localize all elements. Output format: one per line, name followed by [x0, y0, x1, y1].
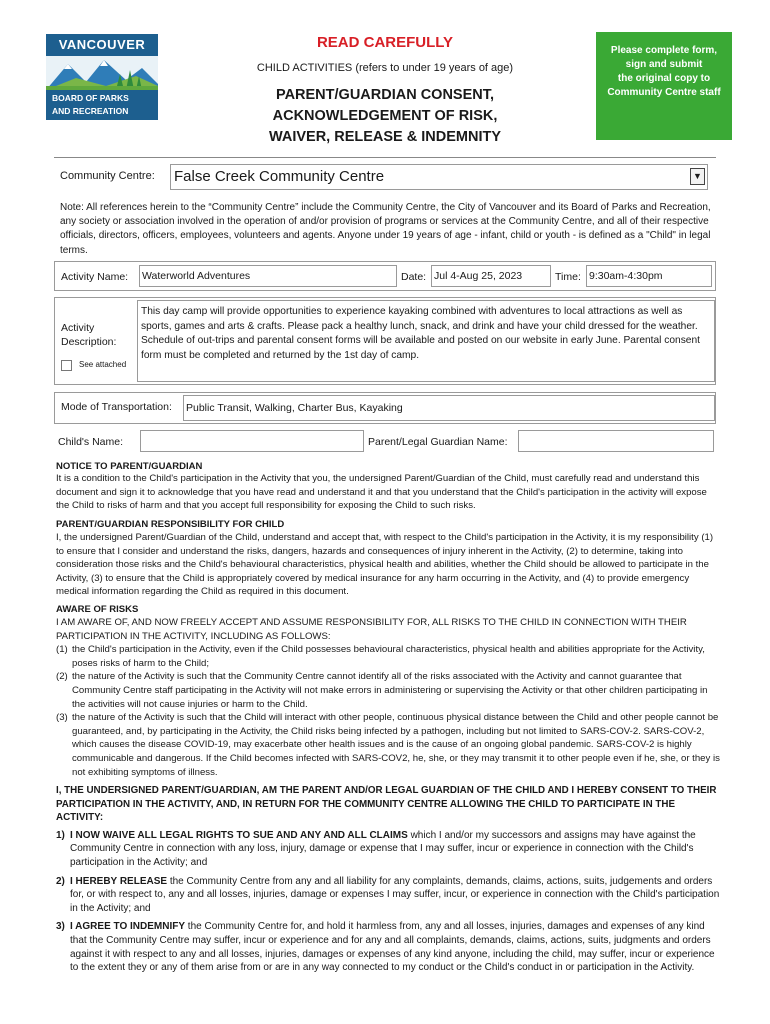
consent-section	[56, 784, 720, 975]
transportation-row	[54, 392, 716, 424]
activity-info-row	[54, 261, 716, 291]
consent-item-text: the Community Centre from any and all liability for any complaints, demands, claims, actions, suits, judgements and orders for, or with respect to, any and all losses, injuries, damage or expenses I may suffer, incur, or experience in connection with the Child's participation in the Activity; and	[70, 875, 720, 914]
child-name-field[interactable]	[140, 430, 364, 452]
activity-name-field[interactable]: Waterworld Adventures	[139, 265, 397, 287]
activity-description-row	[54, 297, 716, 385]
activity-description-field[interactable]: This day camp will provide opportunities to experience kayaking combined with adventures to local attractions as well as sports, games and arts & crafts. Please pack a healthy lunch, snack, and drink and have your child dressed for the weather. Schedule of out-trips and parental consent forms will be available and posted on our website in early June. Parental consent form must be completed and returned by the 1st day of camp.	[137, 300, 715, 382]
risk-item	[56, 643, 720, 670]
consent-item	[56, 920, 720, 974]
community-centre-label: Community Centre:	[60, 170, 155, 182]
logo-top-text: VANCOUVER	[46, 34, 158, 56]
consent-item-number: 2)	[56, 875, 65, 887]
date-label: Date:	[401, 271, 427, 283]
logo-bottom-text	[46, 90, 158, 120]
consent-item-bold: I NOW WAIVE ALL LEGAL RIGHTS TO SUE AND ANY AND ALL CLAIMS	[70, 829, 408, 841]
logo-bottom-line1: BOARD OF PARKS	[52, 93, 129, 103]
notice-section	[56, 461, 720, 513]
consent-item-number: 1)	[56, 829, 65, 841]
guardian-name-label: Parent/Legal Guardian Name:	[368, 436, 508, 448]
community-centre-value: False Creek Community Centre	[174, 168, 385, 185]
see-attached-checkbox[interactable]	[61, 360, 72, 371]
responsibility-text: I, the undersigned Parent/Guardian of the Child, understand and accept that, with respect to the Child's participation in the Activity, it is my responsibility (1) to ensure that I consider and understand the risks, dangers, hazards and consequences of injury inherent in the Activity, (2) to determine, taking into consideration those risks and the Child's behavioural characteristics, physical health and abilities, whether the Child should be allowed to participate in the Activity, (3) to ensure that the Child is appropriately covered by medical insurance for any harm occurring in the Activity, and (4) to provide emergency medical information regarding the Child as required in this document.	[56, 532, 714, 598]
mountains-icon	[46, 56, 158, 90]
risks-intro: I AM AWARE OF, AND NOW FREELY ACCEPT AND ASSUME RESPONSIBILITY FOR, ALL RISKS TO THE CHILD IN CONNECTION WITH THEIR PARTICIPATION IN THE ACTIVITY, INCLUDING AS FOLLOWS:	[56, 617, 687, 642]
date-field[interactable]: Jul 4-Aug 25, 2023	[431, 265, 551, 287]
title-line-3: WAIVER, RELEASE & INDEMNITY	[268, 129, 502, 145]
consent-item-bold: I HEREBY RELEASE	[70, 875, 168, 887]
responsibility-section	[56, 519, 720, 599]
guardian-name-field[interactable]	[518, 430, 714, 452]
risks-heading: AWARE OF RISKS	[56, 604, 139, 615]
responsibility-heading: PARENT/GUARDIAN RESPONSIBILITY FOR CHILD	[56, 519, 285, 530]
consent-item-bold: I AGREE TO INDEMNIFY	[70, 921, 186, 933]
notice-text: It is a condition to the Child's participation in the Activity that you, the undersigned Parent/Guardian of the Child, must carefully read and understand this document and sign it to acknowledge that you have read and understand it and that you understand that the Child's participation in the activity will expose the Child to risks of harm and that you accept full responsibility for exposing the Child to such risks.	[56, 473, 707, 512]
see-attached-label: See attached	[79, 360, 127, 369]
risk-item-number: (2)	[56, 671, 68, 683]
read-carefully-heading: READ CAREFULLY	[316, 34, 454, 51]
dropdown-arrow-icon[interactable]: ▼	[690, 168, 705, 185]
activity-name-label: Activity Name:	[61, 271, 129, 283]
title-line-2: ACKNOWLEDGEMENT OF RISK,	[272, 108, 498, 124]
note-paragraph: Note: All references herein to the “Community Centre” include the Community Centre, the City of Vancouver and its Board of Parks and Recreation, any society or association involved in the operation of and/or provision of programs or services at the Community Centre, and all of their respective officials, directors, officers, employees, volunteers and agents. Anyone under 19 years of age - infant, child or youth - is defined as a "Child" in legal terms.	[60, 202, 711, 256]
title-line-1: PARENT/GUARDIAN CONSENT,	[275, 87, 495, 103]
activity-description-label-1: Activity	[61, 322, 95, 334]
submission-instructions-box	[596, 32, 732, 140]
vancouver-parks-logo	[46, 34, 158, 120]
risk-item	[56, 711, 720, 779]
community-centre-select[interactable]	[170, 164, 708, 190]
green-box-line-4: Community Centre staff	[607, 87, 721, 98]
green-box-line-1: Please complete form,	[610, 45, 718, 56]
green-box-line-3: the original copy to	[617, 73, 711, 84]
logo-bottom-line2: AND RECREATION	[52, 106, 129, 116]
consent-heading: I, THE UNDERSIGNED PARENT/GUARDIAN, AM THE PARENT AND/OR LEGAL GUARDIAN OF THE CHILD AND I HEREBY CONSENT TO THEIR PARTICIPATION IN THE ACTIVITY, AND, IN RETURN FOR THE COMMUNITY CENTRE ALLOWING THE CHILD TO PARTICIPATE IN THE ACTIVITY:	[56, 785, 717, 824]
risk-item-text: the nature of the Activity is such that the Community Centre cannot identify all of the risks associated with the Activity and cannot guarantee that Community Centre staff participating in the Activity will not make errors in administering or supervising the Activity or that other children participating in the activities will not cause injuries or harm to the Child.	[72, 671, 708, 710]
child-name-label: Child's Name:	[58, 436, 124, 448]
risk-item-number: (1)	[56, 644, 68, 656]
logo-mountains-icon	[46, 56, 158, 90]
consent-item	[56, 829, 720, 870]
time-field[interactable]: 9:30am-4:30pm	[586, 265, 712, 287]
activity-description-label-2: Description:	[61, 336, 117, 348]
consent-item-text: which I and/or my successors and assigns may have against the Community Centre in connection with any loss, injury, damage or expense that I may suffer, incur or experience in connection with the Child's participation in the Activity; and	[70, 829, 696, 868]
names-row	[54, 428, 716, 454]
child-activities-subtitle: CHILD ACTIVITIES (refers to under 19 years of age)	[256, 62, 514, 74]
risk-item-text: the Child's participation in the Activity, even if the Child possesses behavioural characteristics, physical health and abilities appropriate for the Activity, poses risks of harm to the Child;	[72, 644, 705, 669]
divider-line	[54, 157, 716, 158]
risks-section	[56, 604, 720, 779]
consent-item-text: the Community Centre for, and hold it harmless from, any and all losses, injuries, damages and expenses of any kind that the Community Centre may suffer, incur or experience and for any and all complaints, demands, claims, actions, suits, judgments and orders against it with respect to any and all losses, injuries, damages or expenses of any kind anyone, including the child, may suffer, incur or experience to the extent they or any of them arise from or are in any way connected to my conduct or the Child's conduct in or participation in the Activity.	[70, 921, 715, 974]
transportation-label: Mode of Transportation:	[61, 401, 172, 413]
risk-item	[56, 670, 720, 711]
risk-item-number: (3)	[56, 712, 68, 724]
notice-heading: NOTICE TO PARENT/GUARDIAN	[56, 461, 203, 472]
consent-item	[56, 875, 720, 916]
consent-item-number: 3)	[56, 921, 65, 933]
green-box-line-2: sign and submit	[625, 59, 703, 70]
transportation-field[interactable]: Public Transit, Walking, Charter Bus, Kayaking	[183, 395, 715, 421]
form-title	[230, 85, 540, 148]
risk-item-text: the nature of the Activity is such that the Child will interact with other people, continuous physical distance between the Child and other people cannot be guaranteed, and, by participating in the Activity, the Child risks being infected by a pathogen, including but not limited to SARS-COV-2. SARS-COV-2, which causes the disease COVID-19, may exacerbate other health issues and is the cause of an ongoing global pandemic. SARS-COV-2 is highly communicable and dangerous. If the Child becomes infected with SARS-COV2, he, she, or they may transmit it to other people even if he, she, or they is not exhibiting symptoms of illness.	[72, 712, 720, 778]
time-label: Time:	[555, 271, 581, 283]
